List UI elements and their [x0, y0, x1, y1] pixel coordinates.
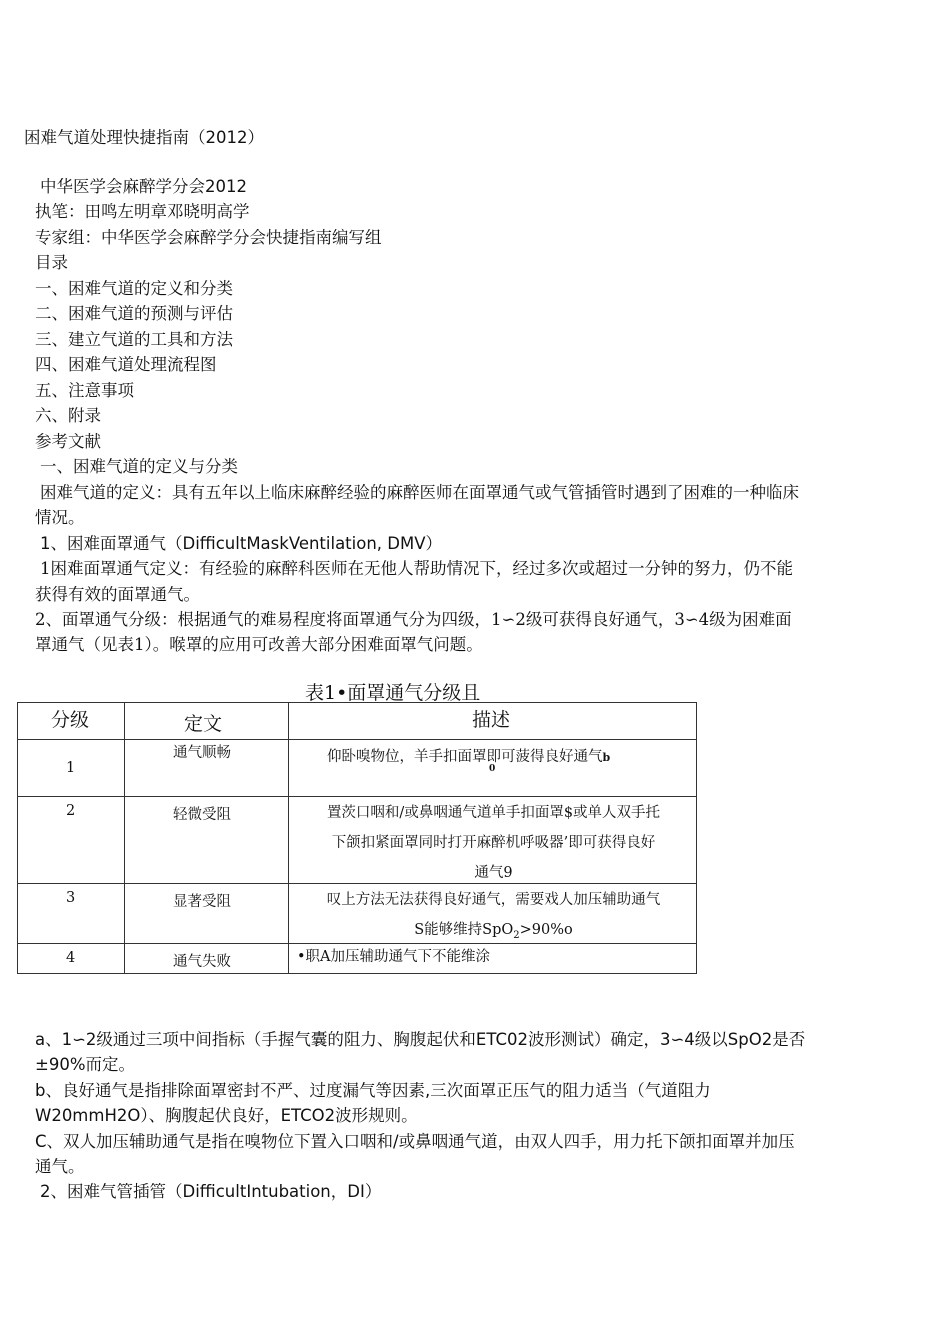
note-a: ±90%而定。 — [35, 1055, 135, 1074]
note-b: W20mmH2O）、胸腹起伏良好，ETCO2波形规则。 — [35, 1106, 418, 1125]
doc-title: 困难气道处理快捷指南（2012） — [24, 128, 264, 147]
note-c: C、双人加压辅助通气是指在嗅物位下置入口咽和/或鼻咽通气道，由双人四手，用力托下颌扣面罩并加压 — [35, 1132, 795, 1151]
society-line: 中华医学会麻醉学分会2012 — [40, 177, 247, 196]
toc-item: 参考文献 — [35, 432, 101, 451]
table-row — [18, 943, 696, 974]
definition-cell: 通气失败 — [173, 954, 231, 970]
table-title: 表1•面罩通气分级且 — [305, 682, 481, 704]
toc-item: 一、困难气道的定义和分类 — [35, 279, 233, 298]
di-heading: 2、困难气管插管（DifficultIntubation，DI） — [40, 1182, 382, 1201]
description-cell: 置茨口咽和/或鼻咽通气道单手扣面罩$或单人双手托 下颌扣紧面罩同时打开麻醉机呼吸器’即可获得良好 通气9 — [326, 805, 661, 881]
note-c: 通气。 — [35, 1157, 85, 1176]
note-a: a、1∽2级通过三项中间指标（手握气囊的阻力、胸腹起伏和ETC02波形测试）确定，3∽4级以SpO2是否 — [35, 1030, 806, 1049]
definition-cell: 通气顺畅 — [173, 745, 231, 761]
description-cell: 仰卧嗅物位，羊手扣面罩即可菠得良好通气b — [327, 749, 611, 765]
expert-group-line: 专家组：中华医学会麻醉学分会快捷指南编写组 — [35, 228, 382, 247]
table-row — [18, 883, 696, 944]
grade-cell: 2 — [66, 803, 76, 819]
toc-item: 五、注意事项 — [35, 381, 134, 400]
header-definition: 定文 — [184, 713, 223, 735]
grading-paragraph: 2、面罩通气分级：根据通气的难易程度将面罩通气分为四级，1∽2级可获得良好通气，3∽4级为困难面 — [35, 610, 792, 629]
definition-cell: 轻微受阻 — [173, 807, 231, 823]
table-header-row — [18, 703, 696, 739]
grading-paragraph: 罩通气（见表1）。喉罩的应用可改善大部分困难面罩气问题。 — [35, 635, 483, 654]
definition-line: 困难气道的定义：具有五年以上临床麻醉经验的麻醉医师在面罩通气或气管插管时遇到了困难的一种临床 — [40, 483, 799, 502]
dmv-heading: 1、困难面罩通气（DifficultMaskVentilation, DMV） — [40, 534, 443, 553]
table-row — [18, 796, 696, 884]
header-description: 描述 — [472, 709, 511, 731]
definition-line: 情况。 — [35, 508, 85, 527]
grade-cell: 4 — [66, 950, 76, 966]
note-b: b、良好通气是指排除面罩密封不严、过度漏气等因素,三次面罩正压气的阻力适当（气道阻力 — [35, 1081, 711, 1100]
description-cell: 叹上方法无法获得良好通气，需要戏人加压辅助通气 S能够维持SpO$_2$>90%o — [326, 892, 661, 941]
grade-cell: 3 — [66, 890, 76, 906]
grade-cell: 1 — [66, 760, 76, 776]
definition-cell: 显著受阻 — [173, 894, 231, 910]
toc-item: 四、困难气道处理流程图 — [35, 355, 217, 374]
table-row — [18, 739, 696, 797]
toc-item: 三、建立气道的工具和方法 — [35, 330, 233, 349]
authors-line: 执笔：田鸣左明章邓晓明高学 — [35, 202, 250, 221]
description-cell: •职A加压辅助通气下不能维涂 — [297, 949, 491, 965]
description-mark: 0 — [489, 764, 496, 774]
dmv-definition: 获得有效的面罩通气。 — [35, 585, 200, 604]
toc-item: 二、困难气道的预测与评估 — [35, 304, 233, 323]
ventilation-grade-table — [17, 702, 697, 974]
toc-item: 六、附录 — [35, 406, 101, 425]
header-grade: 分级 — [51, 709, 90, 731]
section-heading: 一、困难气道的定义与分类 — [40, 457, 238, 476]
toc-heading: 目录 — [35, 253, 68, 272]
dmv-definition: 1困难面罩通气定义：有经验的麻醉科医师在无他人帮助情况下，经过多次或超过一分钟的努力，仍不能 — [40, 559, 793, 578]
